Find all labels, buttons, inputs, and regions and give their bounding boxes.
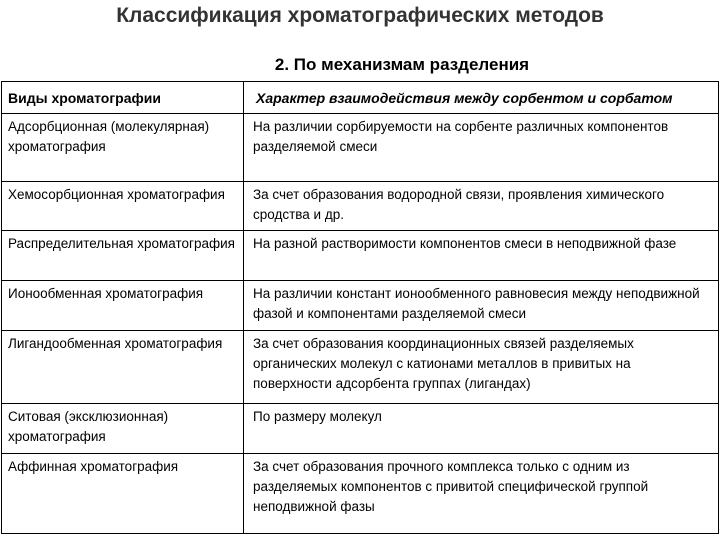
method-name-cell: Лигандообменная хроматография: [2, 331, 244, 404]
table-row: [2, 231, 719, 281]
method-name-cell: Адсорбционная (молекулярная) хроматография: [2, 114, 244, 182]
method-name-cell: Аффинная хроматография: [2, 454, 244, 534]
method-name-cell: Распределительная хроматография: [2, 231, 244, 281]
method-name-cell: Хемосорбционная хроматография: [2, 182, 244, 231]
method-name-cell: Ситовая (эксклюзионная) хроматография: [2, 404, 244, 454]
interaction-cell: На различии сорбируемости на сорбенте различных компонентов разделяемой смеси: [244, 114, 719, 182]
table-row: [2, 454, 719, 534]
interaction-cell: На разной растворимости компонентов смеси в неподвижной фазе: [244, 231, 719, 281]
table-row: [2, 114, 719, 182]
classification-table: [1, 81, 719, 534]
table-header-row: [2, 82, 719, 114]
page-title: Классификация хроматографических методов: [116, 4, 604, 27]
interaction-cell: За счет образования прочного комплекса только с одним из разделяемых компонентов с привитой специфической группой неподвижной фазы: [244, 454, 719, 534]
table-row: [2, 281, 719, 331]
table-row: [2, 182, 719, 231]
interaction-cell: По размеру молекул: [244, 404, 719, 454]
table-row: [2, 404, 719, 454]
header-interaction-nature: Характер взаимодействия между сорбентом и сорбатом: [244, 82, 719, 114]
interaction-cell: За счет образования водородной связи, проявления химического сродства и др.: [244, 182, 719, 231]
interaction-cell: На различии констант ионообменного равновесия между неподвижной фазой и компонентами разделяемой смеси: [244, 281, 719, 331]
method-name-cell: Ионообменная хроматография: [2, 281, 244, 331]
table-row: [2, 331, 719, 404]
header-chromatography-types: Виды хроматографии: [2, 82, 244, 114]
section-subtitle: 2. По механизмам разделения: [274, 55, 530, 74]
interaction-cell: За счет образования координационных связей разделяемых органических молекул с катионами металлов в привитых на поверхности адсорбента группах (лигандах): [244, 331, 719, 404]
